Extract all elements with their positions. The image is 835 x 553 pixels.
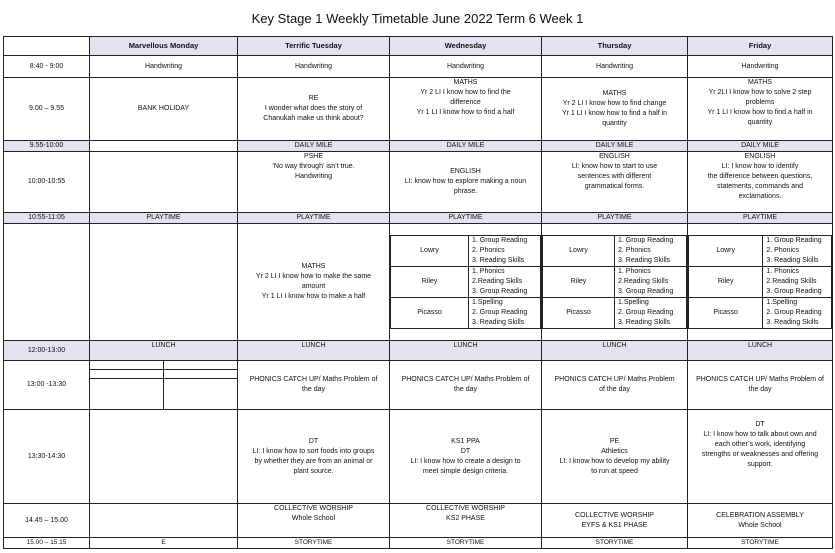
page-title: Key Stage 1 Weekly Timetable June 2022 Term 6 Week 1	[251, 10, 584, 26]
time-cell: 9.00 – 9.55	[4, 78, 90, 141]
group-name: Riley	[689, 267, 763, 298]
cell: STORYTIME	[390, 538, 542, 549]
blank-grid	[90, 361, 237, 409]
time-cell: 8:40 - 9:00	[4, 56, 90, 78]
cell: KS1 PPA DT LI: I know how to create a design to meet simple design criteria.	[390, 410, 542, 504]
group-items: 1. Group Reading 2. Phonics 3. Reading Skills	[469, 236, 541, 267]
group-name: Riley	[543, 267, 615, 298]
groups-table	[688, 235, 832, 329]
cell	[90, 410, 238, 504]
cell: Handwriting	[390, 56, 542, 78]
group-name: Picasso	[543, 298, 615, 329]
group-name: Lowry	[391, 236, 469, 267]
group-items: 1. Group Reading 2. Phonics 3. Reading Skills	[615, 236, 687, 267]
cell: COLLECTIVE WORSHIP EYFS & KS1 PHASE	[542, 504, 688, 538]
groups-table	[390, 235, 541, 329]
cell: COLLECTIVE WORSHIP Whole School	[238, 504, 390, 538]
cell: PHONICS CATCH UP/ Maths Problem of the day	[688, 361, 833, 410]
cell: PHONICS CATCH UP/ Maths Problem of the day	[238, 361, 390, 410]
cell: PHONICS CATCH UP/ Maths Problem of the day	[542, 361, 688, 410]
row-handwriting	[4, 56, 833, 78]
row-daily-mile	[4, 141, 833, 152]
row-session-2	[4, 152, 833, 213]
groups-table	[542, 235, 687, 329]
cell: STORYTIME	[688, 538, 833, 549]
row-session-1	[4, 78, 833, 141]
group-items: 1. Phonics 2.Reading Skills 3. Group Reading	[763, 267, 832, 298]
row-session-5	[4, 410, 833, 504]
time-cell	[4, 224, 90, 341]
cell	[90, 361, 238, 410]
cell: ENGLISH LI: know how to explore making a noun phrase.	[390, 152, 542, 213]
cell: STORYTIME	[238, 538, 390, 549]
cell: PLAYTIME	[238, 213, 390, 224]
group-name: Riley	[391, 267, 469, 298]
group-items: 1.Spelling 2. Group Reading 3. Reading Skills	[469, 298, 541, 329]
group-items: 1. Phonics 2.Reading Skills 3. Group Reading	[615, 267, 687, 298]
cell: MATHS Yr 2 LI I know how to find change Yr 1 LI I know how to find a half in quantity	[542, 78, 688, 141]
cell: PLAYTIME	[90, 213, 238, 224]
cell: DAILY MILE	[688, 141, 833, 152]
day-header-friday: Friday	[688, 37, 833, 56]
cell	[90, 152, 238, 213]
cell: LUNCH	[688, 341, 833, 361]
day-header-thursday: Thursday	[542, 37, 688, 56]
group-name: Picasso	[391, 298, 469, 329]
cell: PHONICS CATCH UP/ Maths Problem of the day	[390, 361, 542, 410]
cell: LUNCH	[542, 341, 688, 361]
cell: Handwriting	[90, 56, 238, 78]
corner-cell	[4, 37, 90, 56]
row-assembly	[4, 504, 833, 538]
cell: DAILY MILE	[542, 141, 688, 152]
cell: DT LI: I know how to sort foods into groups by whether they are from an animal or plant source.	[238, 410, 390, 504]
cell: Handwriting	[542, 56, 688, 78]
cell	[90, 141, 238, 152]
row-session-3	[4, 224, 833, 341]
time-cell: 9.55-10:00	[4, 141, 90, 152]
time-cell: 10:55-11:05	[4, 213, 90, 224]
cell: MATHS Yr 2 LI I know how to make the same amount Yr 1 LI I know how to make a half	[238, 224, 390, 341]
group-name: Lowry	[543, 236, 615, 267]
time-cell: 12:00-13:00	[4, 341, 90, 361]
cell	[90, 224, 238, 341]
group-items: 1. Phonics 2.Reading Skills 3. Group Reading	[469, 267, 541, 298]
row-storytime	[4, 538, 833, 549]
cell: E	[90, 538, 238, 549]
cell: MATHS Yr 2 LI I know how to find the difference Yr 1 LI I know how to find a half	[390, 78, 542, 141]
group-items: 1.Spelling 2. Group Reading 3. Reading Skills	[615, 298, 687, 329]
cell: MATHS Yr 2LI I know how to solve 2 step problems Yr 1 LI I know how to find a half in quantity	[688, 78, 833, 141]
cell: PLAYTIME	[390, 213, 542, 224]
day-header-monday: Marvellous Monday	[90, 37, 238, 56]
row-session-4	[4, 361, 833, 410]
time-cell: 10:00-10:55	[4, 152, 90, 213]
time-cell: 14.45 – 15.00	[4, 504, 90, 538]
groups-cell-wednesday	[390, 224, 542, 341]
cell: Handwriting	[238, 56, 390, 78]
cell: PSHE ‘No way through’ isn’t true. Handwriting	[238, 152, 390, 213]
cell: LUNCH	[238, 341, 390, 361]
timetable	[3, 36, 833, 549]
cell: BANK HOLIDAY	[90, 78, 238, 141]
cell: RE I wonder what does the story of Chanukah make us think about?	[238, 78, 390, 141]
cell: ENGLISH LI: I know how to identify the difference between questions, statements, commands and exclamations.	[688, 152, 833, 213]
group-name: Picasso	[689, 298, 763, 329]
row-lunch	[4, 341, 833, 361]
cell: ENGLISH LI: know how to start to use sentences with different grammatical forms.	[542, 152, 688, 213]
time-cell: 13:30-14:30	[4, 410, 90, 504]
cell: CELEBRATION ASSEMBLY Whole School	[688, 504, 833, 538]
day-header-tuesday: Terrific Tuesday	[238, 37, 390, 56]
group-items: 1. Group Reading 2. Phonics 3. Reading Skills	[763, 236, 832, 267]
groups-cell-friday	[688, 224, 833, 341]
row-playtime	[4, 213, 833, 224]
cell: PE Athletics LI: I know how to develop my ability to run at speed	[542, 410, 688, 504]
cell: STORYTIME	[542, 538, 688, 549]
cell: LUNCH	[390, 341, 542, 361]
group-name: Lowry	[689, 236, 763, 267]
group-items: 1.Spelling 2. Group Reading 3. Reading Skills	[763, 298, 832, 329]
cell	[90, 504, 238, 538]
cell: COLLECTIVE WORSHIP KS2 PHASE	[390, 504, 542, 538]
cell: PLAYTIME	[688, 213, 833, 224]
cell: DT LI: I know how to talk about own and each other’s work, identifying strengths or weaknesses and offering support.	[688, 410, 833, 504]
cell: DAILY MILE	[390, 141, 542, 152]
time-cell: 15.00 – 15.15	[4, 538, 90, 549]
cell: LUNCH	[90, 341, 238, 361]
time-cell: 13:00 -13:30	[4, 361, 90, 410]
header-row	[4, 37, 833, 56]
groups-cell-thursday	[542, 224, 688, 341]
cell: PLAYTIME	[542, 213, 688, 224]
cell: Handwriting	[688, 56, 833, 78]
day-header-wednesday: Wednesday	[390, 37, 542, 56]
cell: DAILY MILE	[238, 141, 390, 152]
